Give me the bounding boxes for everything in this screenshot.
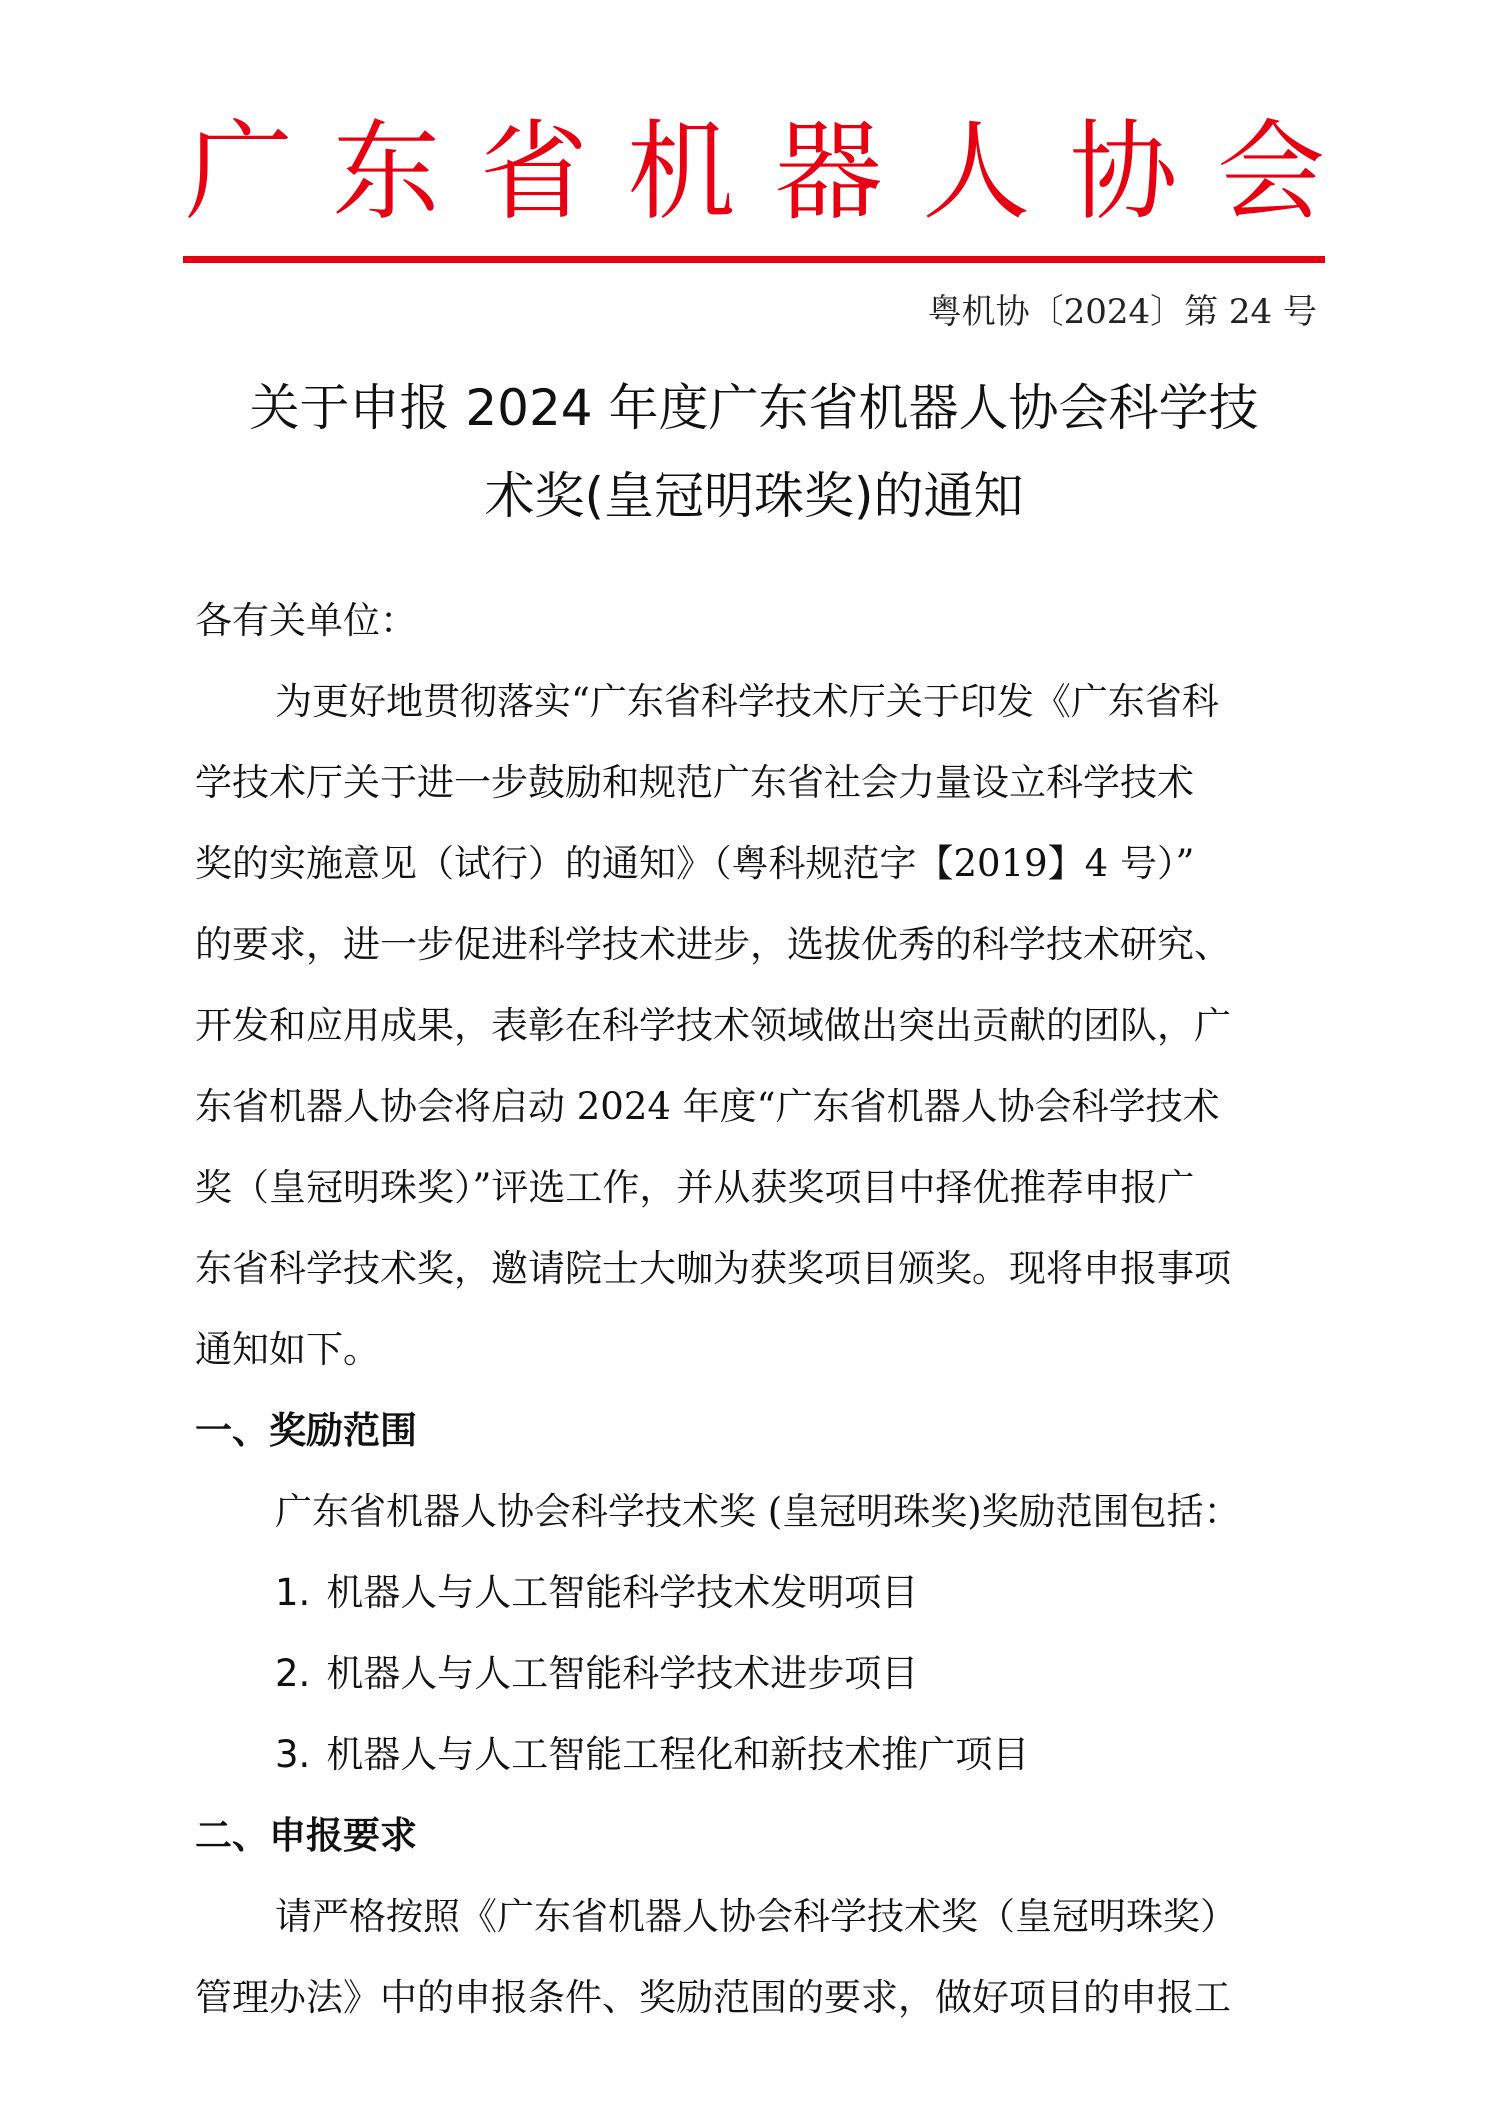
organization-char: 机 (627, 110, 736, 235)
paragraph-line: 奖（皇冠明珠奖）”评选工作，并从获奖项目中择优推荐申报广 (195, 1166, 1195, 1209)
organization-char: 协 (1069, 110, 1178, 235)
document-body (195, 580, 1325, 2038)
salutation: 各有关单位： (195, 599, 417, 642)
requirements-paragraph (195, 1876, 1325, 2038)
organization-char: 人 (922, 110, 1031, 235)
document-title-line: 术奖(皇冠明珠奖)的通知 (484, 467, 1024, 525)
organization-char: 省 (479, 110, 588, 235)
section-heading: 一、奖励范围 (195, 1409, 417, 1452)
list-item (195, 1714, 1325, 1795)
paragraph-line: 学技术厅关于进一步鼓励和规范广东省社会力量设立科学技术 (195, 761, 1194, 804)
paragraph-line: 奖的实施意见（试行）的通知》（粤科规范字【2019】4 号）” (195, 842, 1195, 885)
organization-char: 会 (1216, 110, 1325, 235)
section-lead: 广东省机器人协会科学技术奖 (皇冠明珠奖)奖励范围包括： (275, 1490, 1241, 1533)
paragraph-line: 的要求，进一步促进科学技术进步，选拔优秀的科学技术研究、 (195, 923, 1231, 966)
list-item-number: 3. (275, 1733, 311, 1776)
paragraph-line: 东省机器人协会将启动 2024 年度“广东省机器人协会科学技术 (195, 1085, 1220, 1128)
document-number: 粤机协〔2024〕第 24 号 (927, 292, 1317, 332)
document-title (183, 364, 1325, 540)
paragraph-line: 为更好地贯彻落实“广东省科学技术厅关于印发《广东省科 (275, 680, 1219, 723)
header-divider (183, 256, 1325, 263)
organization-char: 器 (774, 110, 883, 235)
intro-paragraph (195, 661, 1325, 1390)
organization-name (185, 108, 1325, 238)
paragraph-line: 请严格按照《广东省机器人协会科学技术奖（皇冠明珠奖） (275, 1895, 1237, 1938)
list-item-number: 1. (275, 1571, 311, 1614)
paragraph-line: 管理办法》中的申报条件、奖励范围的要求，做好项目的申报工 (195, 1976, 1231, 2019)
list-item-text: 机器人与人工智能科学技术发明项目 (326, 1571, 919, 1614)
list-item-text: 机器人与人工智能科学技术进步项目 (326, 1652, 919, 1695)
list-item (195, 1633, 1325, 1714)
section-heading: 二、申报要求 (195, 1814, 417, 1857)
award-scope-list (195, 1552, 1325, 1795)
organization-char: 东 (332, 110, 441, 235)
organization-char: 广 (185, 110, 294, 235)
list-item (195, 1552, 1325, 1633)
list-item-text: 机器人与人工智能工程化和新技术推广项目 (326, 1733, 1030, 1776)
paragraph-line: 东省科学技术奖，邀请院士大咖为获奖项目颁奖。现将申报事项 (195, 1247, 1231, 1290)
list-item-number: 2. (275, 1652, 311, 1695)
document-title-line: 关于申报 2024 年度广东省机器人协会科学技 (249, 379, 1259, 437)
paragraph-line: 通知如下。 (195, 1328, 380, 1371)
paragraph-line: 开发和应用成果，表彰在科学技术领域做出突出贡献的团队，广 (195, 1004, 1231, 1047)
